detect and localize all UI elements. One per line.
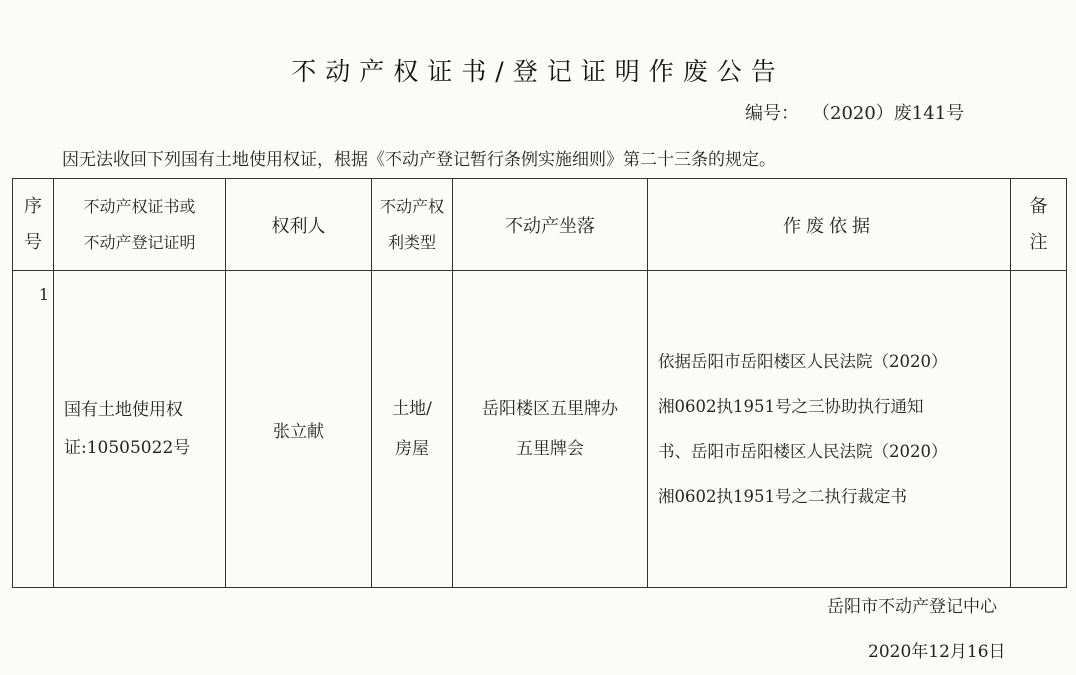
row-right-type — [372, 271, 453, 588]
document-number-value: （2020）废141号 — [821, 103, 965, 124]
row-location — [453, 271, 648, 588]
header-remark — [1011, 179, 1067, 271]
document-number-label: 编号： — [745, 103, 799, 124]
row-basis-line2: 湘0602执1951号之三协助执行通知 — [658, 397, 924, 416]
header-seq-line2: 号 — [24, 231, 42, 253]
header-seq-line1: 序 — [24, 195, 42, 217]
header-right-type-line2: 利类型 — [387, 232, 436, 252]
header-holder: 权利人 — [226, 179, 372, 271]
row-cert-line1: 国有土地使用权 — [64, 400, 183, 420]
header-right-type — [372, 179, 453, 271]
row-location-line2: 五里牌会 — [516, 439, 584, 459]
row-basis — [648, 271, 1011, 588]
header-cert-line2: 不动产登记证明 — [83, 232, 196, 252]
row-right-type-line1: 土地/ — [392, 399, 432, 419]
header-right-type-line1: 不动产权 — [379, 196, 444, 216]
row-right-type-line2: 房屋 — [395, 439, 429, 459]
header-location: 不动产坐落 — [453, 179, 648, 271]
header-seq — [13, 179, 54, 271]
intro-text: 因无法收回下列国有土地使用权证，根据《不动产登记暂行条例实施细则》第二十三条的规定。 — [62, 150, 776, 170]
header-basis: 作废依据 — [648, 179, 1011, 271]
header-remark-line2: 注 — [1029, 231, 1048, 253]
row-basis-line1: 依据岳阳市岳阳楼区人民法院（2020） — [658, 352, 948, 371]
row-remark — [1011, 271, 1067, 588]
row-seq: 1 — [13, 271, 54, 588]
row-basis-line3: 书、岳阳市岳阳楼区人民法院（2020） — [658, 442, 948, 461]
table-header-row — [13, 179, 1067, 271]
row-location-line1: 岳阳楼区五里牌办 — [482, 399, 618, 419]
document-number — [745, 99, 964, 125]
row-holder: 张立献 — [226, 271, 372, 588]
table-row — [13, 271, 1067, 588]
row-basis-line4: 湘0602执1951号之二执行裁定书 — [658, 487, 907, 506]
row-cert — [54, 271, 226, 588]
notice-table — [12, 178, 1067, 588]
header-remark-line1: 备 — [1029, 195, 1048, 217]
row-cert-line2: 证:10505022号 — [64, 438, 191, 458]
issue-date: 2020年12月16日 — [868, 642, 1006, 662]
header-cert-line1: 不动产权证书或 — [83, 196, 196, 216]
issuing-organization: 岳阳市不动产登记中心 — [827, 597, 997, 617]
notice-title: 不动产权证书/登记证明作废公告 — [291, 57, 785, 86]
header-cert — [54, 179, 226, 271]
